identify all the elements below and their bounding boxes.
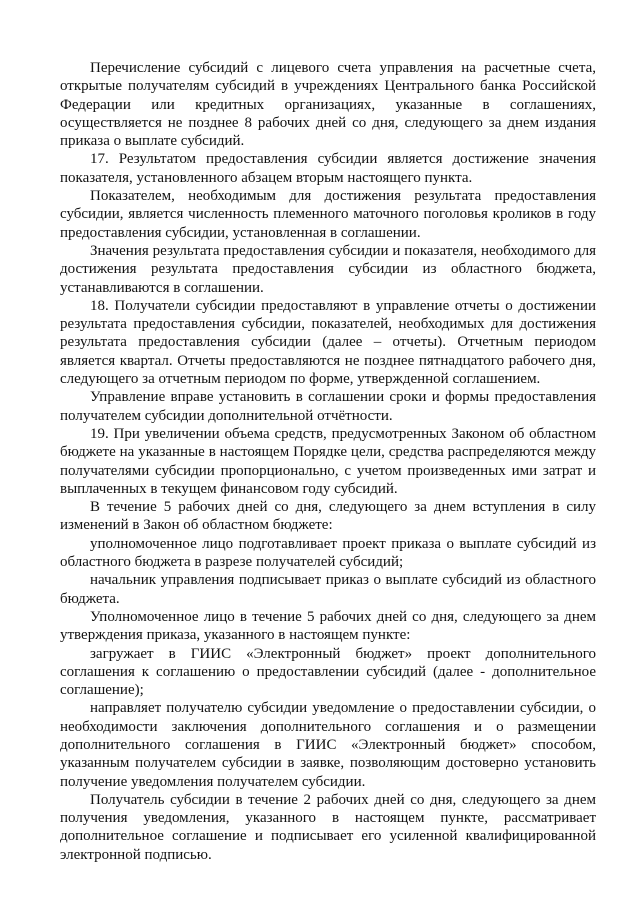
paragraph-five-days-law-change: В течение 5 рабочих дней со дня, следующего за днем вступления в силу изменений в Закон об областном бюджете: xyxy=(60,499,596,534)
paragraph-item-18-reports: 18. Получатели субсидии предоставляют в управление отчеты о достижении результата предоставления субсидии, показателей, необходимых для достижения результата предоставления субсидии (далее – отчеты). Отчетным периодом является квартал. Отчеты предоставляются не позднее пятнадцатого рабочего дня, следующего за отчетным периодом по форме, утвержденной соглашением. xyxy=(60,297,596,388)
paragraph-head-signs-order: начальник управления подписывает приказ о выплате субсидий из областного бюджета. xyxy=(60,572,596,607)
paragraph-draft-order: уполномоченное лицо подготавливает проект приказа о выплате субсидий из областного бюджета в разрезе получателей субсидий; xyxy=(60,535,596,571)
paragraph-uploads-draft: загружает в ГИИС «Электронный бюджет» проект дополнительного соглашения к соглашению о предоставлении субсидий (далее - дополнительное соглашение); xyxy=(60,645,596,699)
paragraph-result-values: Значения результата предоставления субсидии и показателя, необходимого для достижения результата предоставления субсидии из областного бюджета, устанавливаются в соглашении. xyxy=(60,242,596,296)
paragraph-indicator: Показателем, необходимым для достижения результата предоставления субсидии, является численность племенного маточного поголовья кроликов в году предоставления субсидии, установленная в соглашении. xyxy=(60,188,596,241)
paragraph-item-17-result: 17. Результатом предоставления субсидии является достижение значения показателя, установленного абзацем вторым настоящего пункта. xyxy=(60,151,596,186)
paragraph-recipient-signs: Получатель субсидии в течение 2 рабочих дней со дня, следующего за днем получения уведомления, указанного в настоящем пункте, рассматривает дополнительное соглашение и подписывает его усиленной квалифицированной электронной подписью. xyxy=(60,791,596,863)
paragraph-sends-notification: направляет получателю субсидии уведомление о предоставлении субсидии, о необходимости заключения дополнительного соглашения и о размещении дополнительного соглашения в ГИИС «Электронный бюджет» способом, указанным получателем субсидии в заявке, позволяющим достоверно установить получение уведомления получателем субсидии. xyxy=(60,700,596,790)
document-page xyxy=(60,59,596,864)
paragraph-item-19-increase: 19. При увеличении объема средств, предусмотренных Законом об областном бюджете на указанные в настоящем Порядке цели, средства распределяются между получателями субсидии пропорционально, с учетом произведенных ими затрат и выплаченных в текущем финансовом году субсидий. xyxy=(60,425,596,497)
paragraph-additional-reporting: Управление вправе установить в соглашении сроки и формы предоставления получателем субсидии дополнительной отчётности. xyxy=(60,389,596,424)
paragraph-transfer-of-subsidies: Перечисление субсидий с лицевого счета управления на расчетные счета, открытые получателям субсидий в учреждениях Центрального банка Российской Федерации или кредитных организациях, указанные в соглашениях, осуществляется не позднее 8 рабочих дней со дня, следующего за днем издания приказа о выплате субсидий. xyxy=(60,60,596,150)
paragraph-authorized-person: Уполномоченное лицо в течение 5 рабочих дней со дня, следующего за днем утверждения приказа, указанного в настоящем пункте: xyxy=(60,608,596,644)
